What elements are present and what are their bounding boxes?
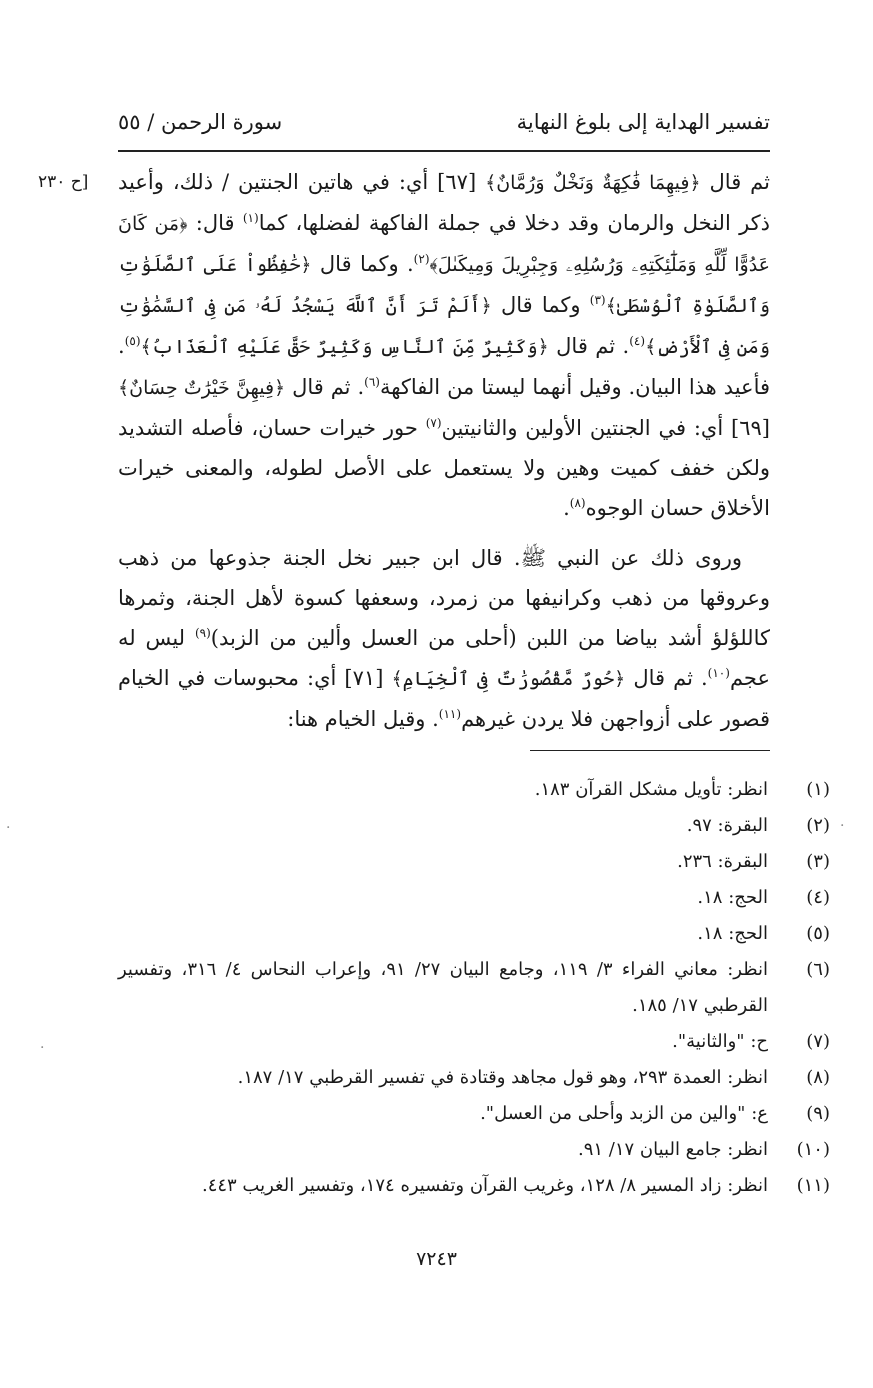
text-run: . ثم قال	[625, 666, 708, 690]
footnote-item	[118, 916, 830, 952]
footnote-text: انظر: معاني الفراء ٣/ ١١٩، وجامع البيان ٢٧/ ٩١، وإعراب النحاس ٤/ ٣١٦، وتفسير القرطبي ١٧/ ١٨٥.	[118, 959, 768, 1016]
footnote-ref[interactable]: (٧)	[425, 416, 442, 430]
quran-verse: ﴿فِيهِنَّ خَيْرَٰتٌ حِسَانٌ﴾	[118, 377, 286, 399]
text-run: وكما قال	[491, 293, 590, 317]
footnote-text: ح: "والثانية".	[672, 1031, 768, 1052]
text-run: قال:	[187, 211, 243, 235]
text-run: .	[563, 496, 570, 520]
footnote-ref[interactable]: (٦)	[364, 375, 380, 389]
scan-speck: ·	[840, 818, 845, 834]
footnote-number: (٣)	[806, 851, 830, 872]
surah-page-label: سورة الرحمن / ٥٥	[118, 110, 283, 134]
footnote-ref[interactable]: (٨)	[569, 496, 586, 510]
footnote-number: (٢)	[806, 815, 830, 836]
footnote-item	[118, 772, 830, 808]
text-run: [٦٩] أي: في الجنتين الأولين والثانيتين	[441, 416, 770, 440]
footnote-number: (٦)	[806, 959, 830, 980]
running-header	[118, 110, 770, 150]
paragraph-2	[118, 538, 770, 739]
text-run: . وكما قال	[311, 252, 414, 276]
footnote-ref[interactable]: (١٠)	[707, 666, 730, 680]
quran-verse: ﴿فِيهِمَا فَٰكِهَةٌ وَنَخْلٌ وَرُمَّانٌ﴾	[485, 172, 701, 194]
quran-verse: ﴿وَكَثِيرٌ مِّنَ ٱلنَّاسِ وَكَثِيرٌ حَقَّ عَلَيْهِ ٱلْعَذَابُ﴾	[140, 336, 549, 358]
manuscript-margin-note: [ح ٢٣٠	[38, 172, 89, 192]
quran-verse: ﴿حُورٌ مَّقْصُورَٰتٌ فِى ٱلْخِيَامِ﴾	[391, 668, 626, 690]
text-run: وروى ذلك عن النبي ﷺ. قال ابن جبير نخل الجنة جذوعها من ذهب وعروقها من ذهب وكرانيفها من زمرد، وسعفها كسوة لأهل الجنة، وثمرها كاللؤلؤ أشد بياضا من اللبن (أحلى من العسل وألين من الزبد)	[118, 546, 770, 650]
footnote-number: (١)	[806, 779, 830, 800]
footnote-text: انظر: زاد المسير ٨/ ١٢٨، وغريب القرآن وتفسيره ١٧٤، وتفسير الغريب ٤٤٣.	[201, 1175, 768, 1196]
text-run: . وقيل الخيام هنا:	[287, 707, 439, 731]
footnote-ref[interactable]: (٩)	[194, 626, 211, 640]
header-rule	[118, 150, 770, 152]
footnote-number: (٧)	[806, 1031, 830, 1052]
paragraph-1	[118, 162, 770, 528]
footnote-number: (١١)	[796, 1175, 830, 1196]
footnote-number: (٩)	[806, 1103, 830, 1124]
footnote-item	[118, 880, 830, 916]
quran-verse: ﴿أَلَمْ تَرَ أَنَّ ٱللَّهَ يَسْجُدُ لَهُۥ مَن فِى ٱلسَّمَٰوَٰتِ وَمَن فِى ٱلْأَرْضِ﴾	[118, 295, 770, 358]
text-run: [٦٧] أي: في هاتين الجنتين / ذلك، وأعيد ذكر النخل والرمان وقد دخلا في جملة الفاكهة لفضلها، كما	[118, 170, 770, 235]
footnote-item	[118, 1024, 830, 1060]
footnote-ref[interactable]: (١)	[242, 211, 259, 225]
text-run: حور خيرات حسان، فأصله التشديد ولكن خفف كميت وهين ولا يستعمل على الأصل لطوله، والمعنى خيرات الأخلاق حسان الوجوه	[118, 416, 770, 520]
footnote-item	[118, 1168, 830, 1204]
footnote-text: الحج: ١٨.	[697, 887, 768, 908]
text-run: . فأعيد هذا البيان. وقيل أنهما ليستا من الفاكهة	[118, 334, 771, 399]
footnote-item	[118, 1132, 830, 1168]
footnote-item	[118, 1060, 830, 1096]
book-title: تفسير الهداية إلى بلوغ النهاية	[516, 110, 770, 134]
footnote-text: البقرة: ٩٧.	[686, 815, 768, 836]
footnote-separator	[530, 750, 770, 751]
footnote-text: ع: "والين من الزبد وأحلى من العسل".	[480, 1103, 768, 1124]
footnote-item	[118, 952, 830, 1024]
scan-speck: ·	[6, 820, 11, 836]
footnote-item	[118, 1096, 830, 1132]
footnote-text: انظر: العمدة ٢٩٣، وهو قول مجاهد وقتادة في تفسير القرطبي ١٧/ ١٨٧.	[237, 1067, 768, 1088]
footnote-number: (٨)	[806, 1067, 830, 1088]
scan-speck: ·	[40, 1040, 45, 1056]
footnote-ref[interactable]: (٤)	[629, 334, 646, 348]
page-number: ٧٢٤٣	[416, 1248, 457, 1270]
footnote-ref[interactable]: (١١)	[438, 707, 462, 721]
quran-verse: ﴿حَٰفِظُواْ عَلَى ٱلصَّلَوَٰتِ وَٱلصَّلَوٰةِ ٱلْوُسْطَىٰ﴾	[118, 254, 770, 317]
text-run: ليس له عجم	[118, 626, 770, 690]
footnote-item	[118, 844, 830, 880]
footnote-text: انظر: تأويل مشكل القرآن ١٨٣.	[534, 779, 768, 800]
footnote-ref[interactable]: (٥)	[124, 334, 141, 348]
text-run: . ثم قال	[548, 334, 630, 358]
footnote-text: انظر: جامع البيان ١٧/ ٩١.	[577, 1139, 768, 1160]
text-run: . ثم قال	[285, 375, 365, 399]
footnote-text: الحج: ١٨.	[697, 923, 768, 944]
quran-verse: ﴿مَن كَانَ عَدُوًّا لِّلَّهِ وَمَلَٰٓئِكَتِهِۦ وَرُسُلِهِۦ وَجِبْرِيلَ وَمِيكَىٰلَ﴾	[118, 213, 771, 276]
footnote-number: (١٠)	[796, 1139, 830, 1160]
main-text	[118, 162, 770, 739]
footnote-ref[interactable]: (٢)	[413, 252, 430, 266]
footnotes	[118, 772, 830, 1204]
footnote-item	[118, 808, 830, 844]
footnote-number: (٤)	[806, 887, 830, 908]
footnote-text: البقرة: ٢٣٦.	[677, 851, 768, 872]
footnote-number: (٥)	[806, 923, 830, 944]
text-run: ثم قال	[700, 170, 771, 194]
text-run: [٧١] أي: محبوسات في الخيام قصور على أزواجهن فلا يردن غيرهم	[118, 666, 770, 731]
footnote-ref[interactable]: (٣)	[589, 293, 606, 307]
